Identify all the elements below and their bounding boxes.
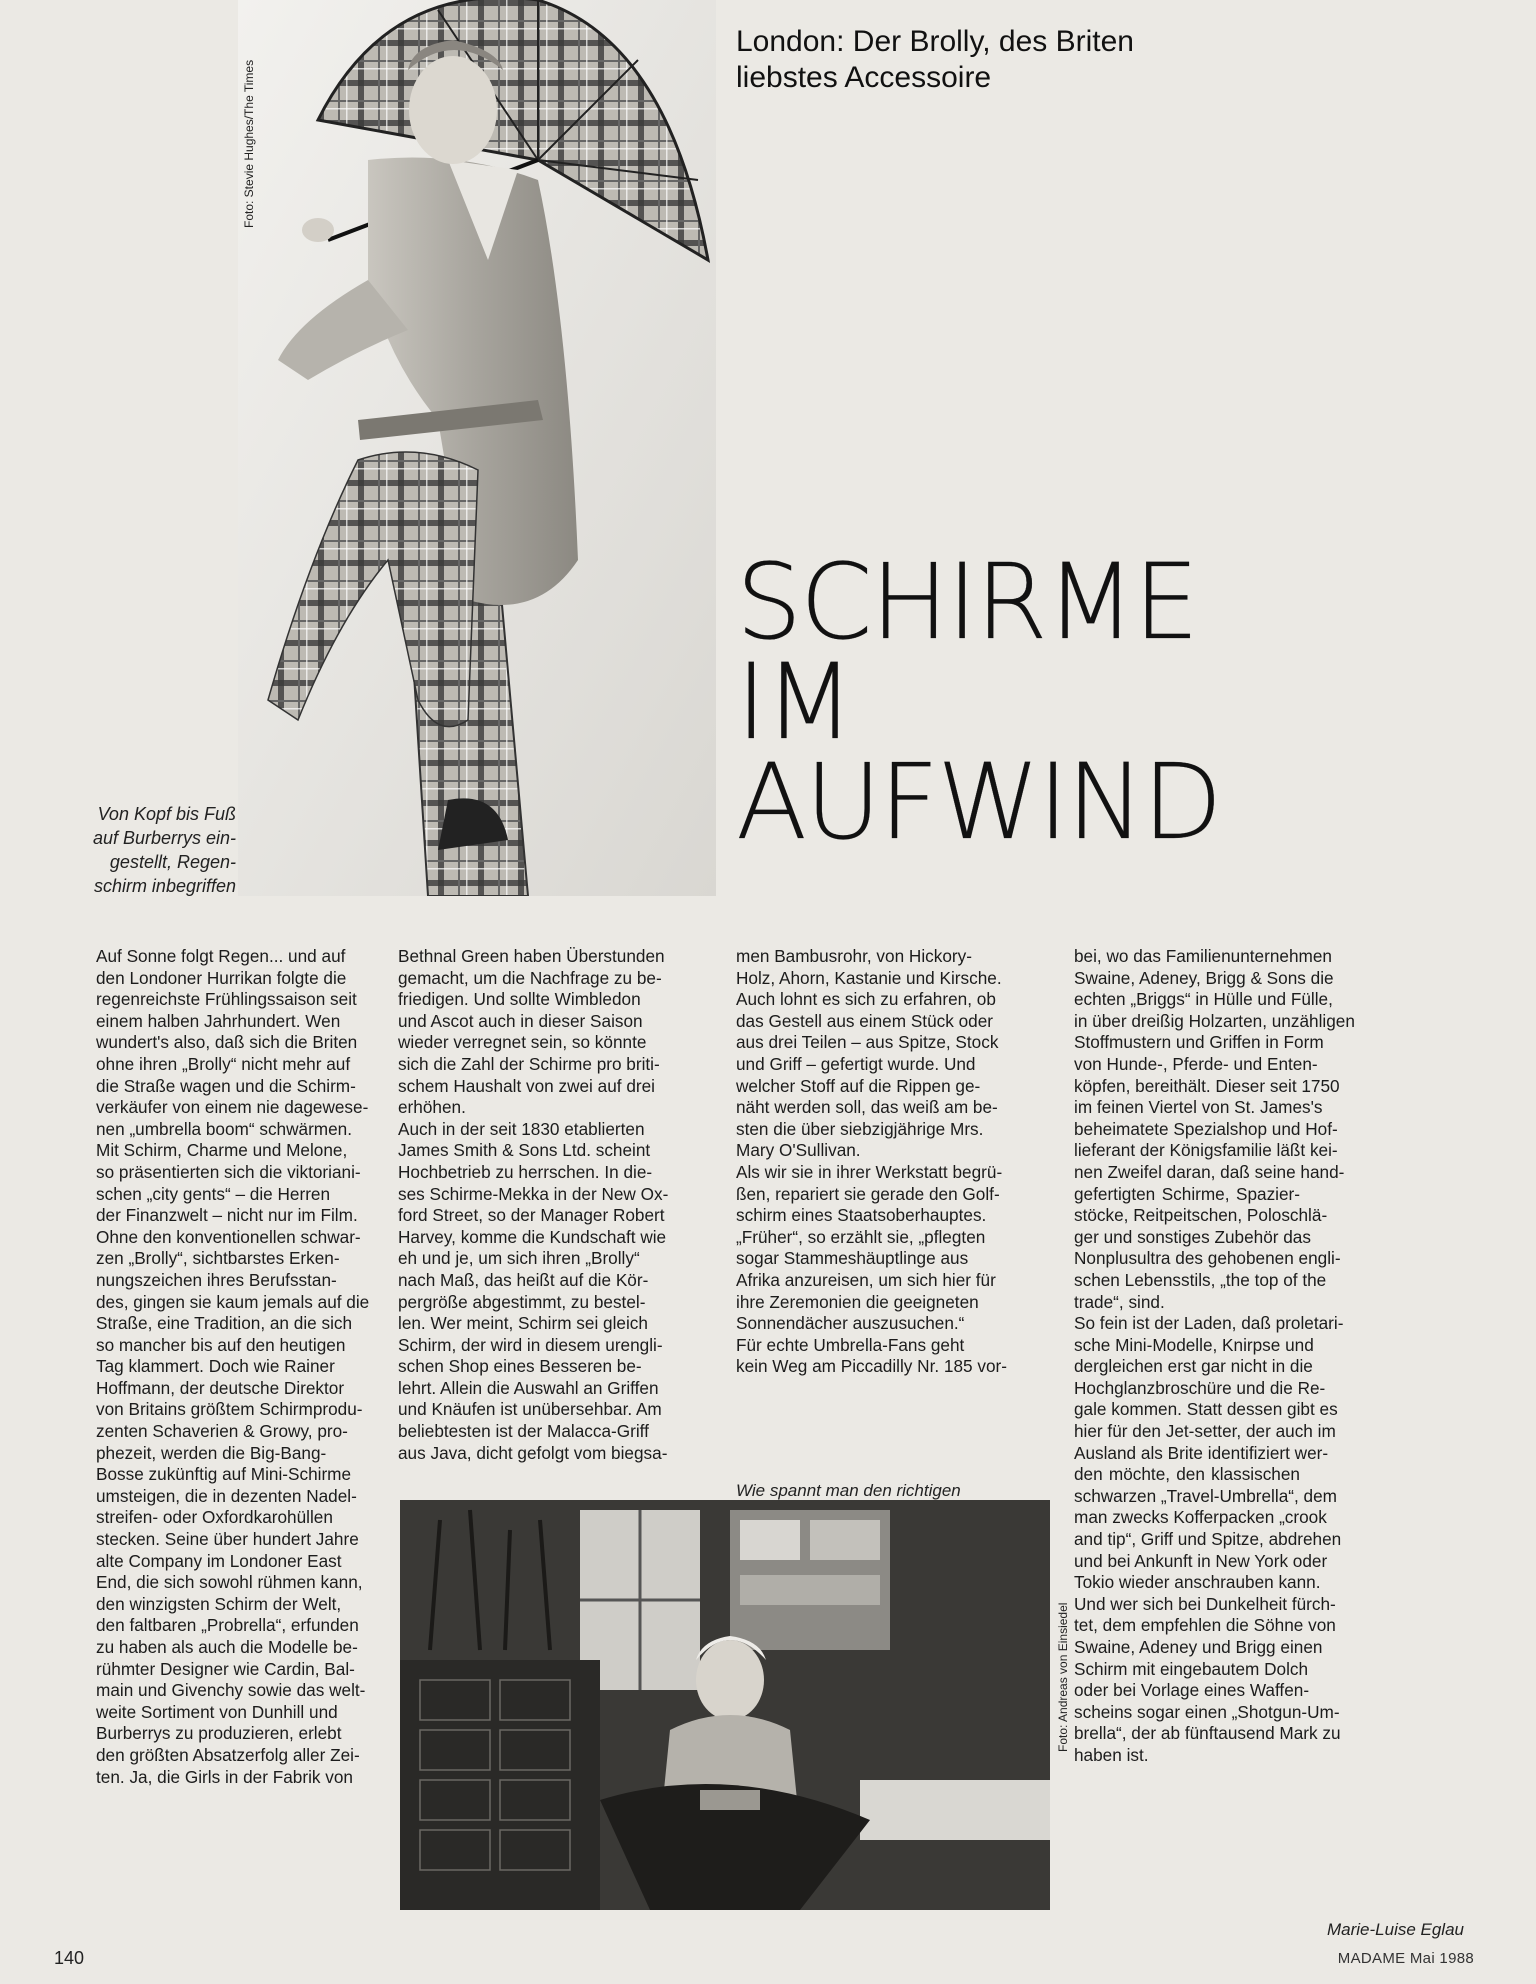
text-line: regenreichste Frühlingssaison seit	[96, 989, 357, 1010]
text-line: Harvey, komme die Kundschaft wie	[398, 1226, 667, 1247]
text-line: haben ist.	[1074, 1744, 1149, 1765]
text-line: main und Givenchy sowie das welt-	[96, 1680, 366, 1701]
text-line: Swaine, Adeney und Brigg einen	[1074, 1637, 1323, 1657]
text-line: köpfen, bereithält. Dieser seit 1750	[1074, 1075, 1340, 1096]
text-line: hier für den Jet-setter, der auch im	[1074, 1421, 1336, 1442]
text-line: Auch in der seit 1830 etablierten	[398, 1118, 645, 1139]
text-line: streifen- oder Oxfordkarohüllen	[96, 1507, 333, 1528]
text-line: So fein ist der Laden, daß proletari-	[1074, 1313, 1344, 1334]
text-line: pergröße abgestimmt, zu bestel-	[398, 1291, 646, 1312]
text-line: den größten Absatzerfolg aller Zei-	[96, 1744, 360, 1765]
text-line: erhöhen.	[398, 1097, 466, 1118]
text-line: Sonnendächer auszusuchen.“	[736, 1313, 965, 1334]
article-subhead	[736, 24, 1236, 96]
text-line: Als wir sie in ihrer Werkstatt begrü-	[736, 1161, 1003, 1182]
text-line: zen „Brolly“, sichtbarstes Erken-	[96, 1248, 340, 1269]
text-column-2	[398, 946, 669, 1464]
text-line: beheimatete Spezialshop und Hof-	[1074, 1118, 1338, 1139]
text-line: dergleichen erst gar nicht in die	[1074, 1356, 1313, 1377]
text-line: schem Haushalt von zwei auf drei	[398, 1075, 655, 1096]
text-line: aus drei Teilen – aus Spitze, Stock	[736, 1032, 999, 1053]
text-line: zu haben als auch die Modelle be-	[96, 1637, 358, 1657]
photo-caption-top	[58, 802, 236, 898]
photo-credit-bottom: Foto: Andreas von Einsiedel	[1056, 1602, 1070, 1752]
text-line: nen Zweifel daran, daß seine hand-	[1074, 1161, 1345, 1182]
text-column-4	[1074, 946, 1355, 1767]
text-line: der Finanzwelt – nicht nur im Film.	[96, 1205, 358, 1226]
text-line: schen Lebensstils, „the top of the	[1074, 1269, 1327, 1290]
text-line: Auf Sonne folgt Regen... und auf	[96, 946, 346, 966]
text-line: umsteigen, die in dezenten Nadel-	[96, 1485, 357, 1506]
text-line: und Ascot auch in dieser Saison	[398, 1010, 643, 1031]
text-column-3	[736, 946, 1007, 1378]
text-line: ses Schirme-Mekka in der New Ox-	[398, 1183, 669, 1204]
text-line: man zwecks Kofferpacken „crook	[1074, 1507, 1327, 1528]
text-line: ten. Ja, die Girls in der Fabrik von	[96, 1766, 353, 1787]
text-line: rühmter Designer wie Cardin, Bal-	[96, 1658, 355, 1679]
text-line: trade“, sind.	[1074, 1291, 1165, 1312]
text-line: oder bei Vorlage eines Waffen-	[1074, 1680, 1310, 1701]
text-line: einem halben Jahrhundert. Wen	[96, 1010, 341, 1031]
text-line: kein Weg am Piccadilly Nr. 185 vor-	[736, 1356, 1007, 1377]
text-line: die Straße wagen und die Schirm-	[96, 1075, 356, 1096]
caption-line: schirm inbegriffen	[93, 876, 236, 896]
text-line: Stoffmustern und Griffen in Form	[1074, 1032, 1324, 1053]
text-line: ßen, repariert sie gerade den Golf-	[736, 1183, 1000, 1204]
text-line: bei, wo das Familienunternehmen	[1074, 946, 1332, 966]
text-line: schen „city gents“ – die Herren	[96, 1183, 331, 1204]
text-line: den winzigsten Schirm der Welt,	[96, 1593, 342, 1614]
article-author: Marie-Luise Eglau	[1326, 1920, 1464, 1939]
text-line: „Früher“, so erzählt sie, „pflegten	[736, 1226, 986, 1247]
text-line: Nonplusultra des gehobenen engli-	[1074, 1248, 1341, 1269]
text-line: welcher Stoff auf die Rippen ge-	[736, 1075, 981, 1096]
text-line: aus Java, dicht gefolgt vom biegsa-	[398, 1442, 668, 1463]
text-line: ford Street, so der Manager Robert	[398, 1205, 665, 1226]
caption-line: Von Kopf bis Fuß	[97, 804, 236, 824]
text-line: im feinen Viertel von St. James's	[1074, 1097, 1323, 1118]
text-line: Ausland als Brite identifiziert wer-	[1074, 1442, 1329, 1463]
text-line: gale kommen. Statt dessen gibt es	[1074, 1399, 1338, 1420]
text-line: Mary O'Sullivan.	[736, 1140, 861, 1161]
text-line: sich die Zahl der Schirme pro briti-	[398, 1053, 660, 1074]
text-line: Ohne den konventionellen schwar-	[96, 1226, 361, 1247]
text-line: zenten Schaverien & Growy, pro-	[96, 1421, 348, 1442]
text-line: Und wer sich bei Dunkelheit fürch-	[1074, 1593, 1336, 1614]
text-line: Bosse zukünftig auf Mini-Schirme	[96, 1464, 352, 1485]
text-line: nen „umbrella boom“ schwärmen.	[96, 1118, 353, 1139]
caption-line: auf Burberrys ein-	[92, 828, 236, 848]
text-line: Swaine, Adeney, Brigg & Sons die	[1074, 967, 1334, 988]
headline-line: SCHIRME	[736, 541, 1198, 663]
text-line: in über dreißig Holzarten, unzähligen	[1074, 1010, 1355, 1031]
caption-line: gestellt, Regen-	[109, 852, 236, 872]
text-line: Schirm mit eingebautem Dolch	[1074, 1658, 1309, 1679]
text-line: beliebtesten ist der Malacca-Griff	[398, 1421, 649, 1442]
text-line: Hochbetrieb zu herrschen. In die-	[398, 1161, 653, 1182]
text-line: das Gestell aus einem Stück oder	[736, 1010, 993, 1031]
photo-woman-with-umbrella	[238, 0, 716, 896]
text-line: des, gingen sie kaum jemals auf die	[96, 1291, 370, 1312]
text-line: End, die sich sowohl rühmen kann,	[96, 1572, 363, 1593]
page-number: 140	[54, 1948, 85, 1968]
text-line: James Smith & Sons Ltd. scheint	[398, 1140, 651, 1161]
text-line: Bethnal Green haben Überstunden	[398, 946, 665, 966]
text-line: Holz, Ahorn, Kastanie und Kirsche.	[736, 967, 1002, 988]
text-line: schirm eines Staatsoberhauptes.	[736, 1205, 987, 1226]
text-line: von Hunde-, Pferde- und Enten-	[1074, 1053, 1318, 1074]
text-line: Hoffmann, der deutsche Direktor	[96, 1377, 345, 1398]
subhead-line: liebstes Accessoire	[736, 61, 992, 94]
text-line: nungszeichen ihres Berufsstan-	[96, 1269, 337, 1290]
text-line: gemacht, um die Nachfrage zu be-	[398, 967, 662, 988]
text-line: alte Company im Londoner East	[96, 1550, 342, 1571]
text-line: wieder verregnet sein, so könnte	[398, 1032, 647, 1053]
text-line: tet, dem empfehlen die Söhne von	[1074, 1615, 1336, 1636]
text-line: phezeit, werden die Big-Bang-	[96, 1442, 327, 1463]
text-line: Afrika anzureisen, um sich hier für	[736, 1269, 996, 1290]
text-line: schen Shop eines Besseren be-	[398, 1356, 642, 1377]
magazine-footer: MADAME Mai 1988	[1337, 1950, 1474, 1967]
text-line: Schirm, der wird in diesem urengli-	[398, 1334, 663, 1355]
photo-credit-top: Foto: Stevie Hughes/The Times	[242, 59, 256, 228]
photo-workshop	[400, 1500, 1050, 1910]
text-line: friedigen. Und sollte Wimbledon	[398, 989, 641, 1010]
text-line: sche Mini-Modelle, Knirpse und	[1074, 1334, 1314, 1355]
caption-line: Wie spannt man den richtigen	[736, 1481, 961, 1500]
text-line: den möchte, den klassischen	[1074, 1464, 1300, 1485]
text-line: den Londoner Hurrikan folgte die	[96, 967, 347, 988]
text-line: von Britains größtem Schirmprodu-	[96, 1399, 363, 1420]
text-line: scheins sogar einen „Shotgun-Um-	[1074, 1701, 1340, 1722]
text-line: men Bambusrohr, von Hickory-	[736, 946, 972, 966]
text-line: den faltbaren „Probrella“, erfunden	[96, 1615, 359, 1636]
headline-line: AUFWIND	[736, 741, 1221, 863]
headline-line: IM	[736, 641, 853, 763]
text-line: schwarzen „Travel-Umbrella“, dem	[1074, 1485, 1337, 1506]
text-line: so mancher bis auf den heutigen	[96, 1334, 346, 1355]
text-line: näht werden soll, das weiß am be-	[736, 1097, 998, 1118]
text-line: weite Sortiment von Dunhill und	[96, 1701, 338, 1722]
text-line: eh und je, um sich ihren „Brolly“	[398, 1248, 640, 1269]
text-line: lehrt. Allein die Auswahl an Griffen	[398, 1377, 659, 1398]
text-line: lieferant der Königsfamilie läßt kei-	[1074, 1140, 1338, 1161]
text-line: Tokio wieder anschrauben kann.	[1074, 1572, 1321, 1593]
text-line: und bei Ankunft in New York oder	[1074, 1550, 1328, 1571]
text-column-1	[96, 946, 370, 1788]
text-line: stecken. Seine über hundert Jahre	[96, 1529, 359, 1550]
text-line: Für echte Umbrella-Fans geht	[736, 1334, 965, 1355]
text-line: sten die über siebzigjährige Mrs.	[736, 1118, 984, 1139]
text-line: ihre Zeremonien die geeigneten	[736, 1291, 979, 1312]
subhead-line: London: Der Brolly, des Briten	[736, 25, 1134, 58]
text-line: Tag klammert. Doch wie Rainer	[96, 1356, 335, 1377]
text-line: sogar Stammeshäuptlinge aus	[736, 1248, 969, 1269]
text-line: Auch lohnt es sich zu erfahren, ob	[736, 989, 996, 1010]
text-line: so präsentierten sich die viktoriani-	[96, 1161, 361, 1182]
text-line: wundert's also, daß sich die Briten	[96, 1032, 358, 1053]
text-line: gefertigten Schirme, Spazier-	[1074, 1183, 1300, 1204]
text-line: Straße, eine Tradition, an die sich	[96, 1313, 353, 1334]
text-line: and tip“, Griff und Spitze, abdrehen	[1074, 1529, 1342, 1550]
text-line: len. Wer meint, Schirm sei gleich	[398, 1313, 648, 1334]
text-line: Hochglanzbroschüre und die Re-	[1074, 1377, 1326, 1398]
text-line: echten „Briggs“ in Hülle und Fülle,	[1074, 989, 1333, 1010]
text-line: ohne ihren „Brolly“ nicht mehr auf	[96, 1053, 351, 1074]
text-line: stöcke, Reitpeitschen, Poloschlä-	[1074, 1205, 1328, 1226]
text-line: verkäufer von einem nie dagewese-	[96, 1097, 369, 1118]
article-headline	[736, 541, 1296, 863]
text-line: nach Maß, das heißt auf die Kör-	[398, 1269, 649, 1290]
text-line: Burberrys zu produzieren, erlebt	[96, 1723, 342, 1744]
text-line: ger und sonstiges Zubehör das	[1074, 1226, 1311, 1247]
text-line: brella“, der ab fünftausend Mark zu	[1074, 1723, 1341, 1744]
text-line: und Knäufen ist unübersehbar. Am	[398, 1399, 662, 1420]
text-line: Mit Schirm, Charme und Melone,	[96, 1140, 348, 1161]
text-line: und Griff – gefertigt wurde. Und	[736, 1053, 976, 1074]
